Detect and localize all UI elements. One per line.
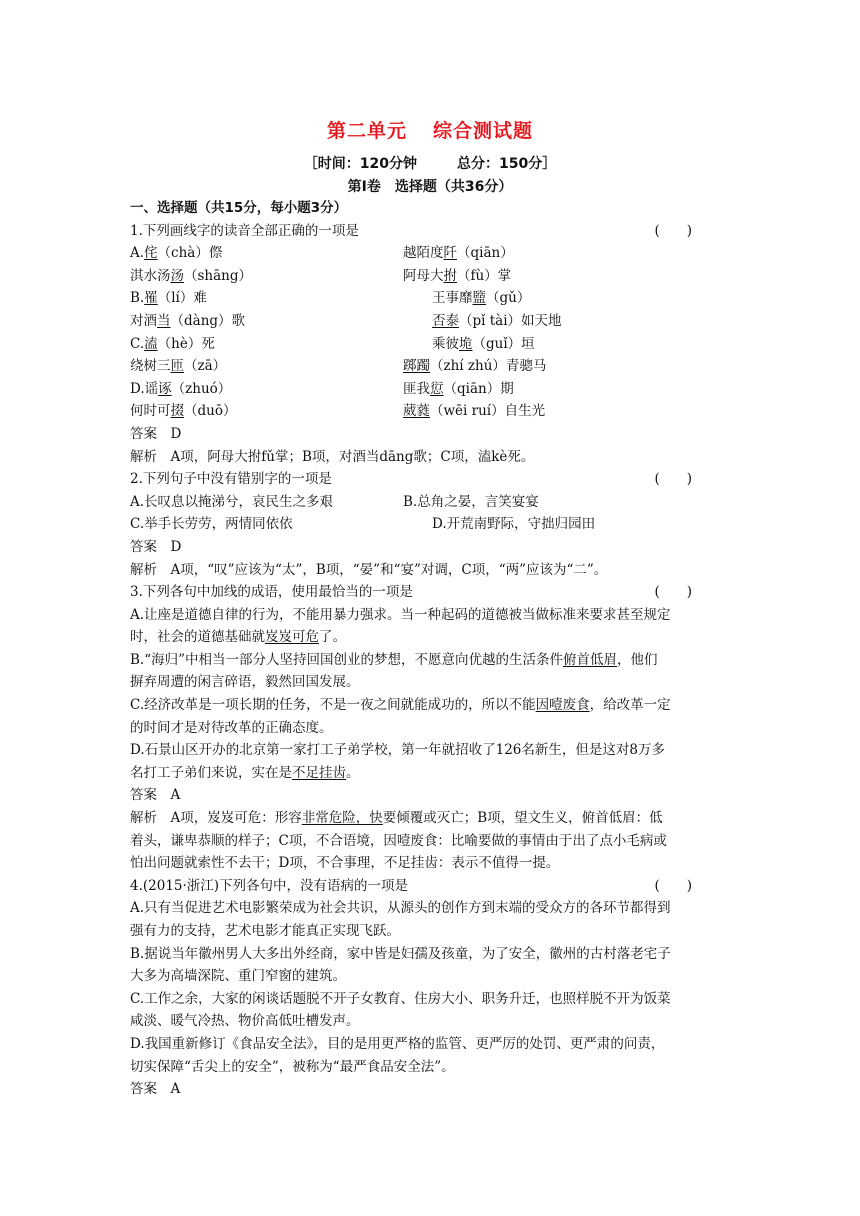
q1-option-row: C.溘（hè）死 乘彼垝（guǐ）垣 bbox=[130, 335, 535, 352]
underlined-char: 罹 bbox=[144, 290, 158, 307]
q3-analysis: 解析 A项，岌岌可危：形容非常危险，快要倾覆或灭亡；B项，望文生义，俯首低眉：低 bbox=[130, 810, 663, 827]
q1-option-row: B.罹（lí）难 王事靡盬（gǔ） bbox=[130, 290, 531, 307]
question-2-stem: 2.下列句子中没有错别字的一项是 ( ) bbox=[130, 468, 732, 491]
q2-options-cd: C.举手长劳劳，两情同依依 D.开荒南野际，守拙归园田 bbox=[130, 516, 596, 533]
question-4-stem: 4.(2015·浙江)下列各句中，没有语病的一项是 ( ) bbox=[130, 875, 732, 898]
q3-option-c: C.经济改革是一项长期的任务，不是一夜之间就能成功的，所以不能因噎废食，给改革一定 bbox=[130, 697, 671, 714]
underlined-char: 葳蕤 bbox=[403, 403, 430, 420]
q1-option-row: 何时可掇（duō） 葳蕤（wēi ruí）自生光 bbox=[130, 403, 546, 420]
q4-answer: 答案 A bbox=[130, 1081, 181, 1098]
exam-score: 总分：150分］ bbox=[457, 156, 557, 172]
q2-analysis: 解析 A项，“叹”应该为“太”，B项，“晏”和“宴”对调，C项，“两”应该为“二”。 bbox=[130, 561, 608, 578]
underlined-char: 踯躅 bbox=[403, 358, 430, 375]
title-test: 综合测试题 bbox=[433, 120, 534, 142]
q3-analysis-cont: 怕出问题就索性不去干；D项，不合事理，不足挂齿：表示不值得一提。 bbox=[130, 855, 560, 872]
q1-option-row: 对酒当（dàng）歌 否泰（pǐ tài）如天地 bbox=[130, 312, 562, 329]
underlined-char: 拊 bbox=[443, 267, 457, 284]
answer-blank: ( ) bbox=[654, 471, 692, 488]
q3-option-b-cont: 摒弃周遭的闲言碎语，毅然回国发展。 bbox=[130, 674, 360, 691]
underlined-char: 侘 bbox=[144, 245, 158, 262]
q1-option-row: A.侘（chà）傺 越陌度阡（qiān） bbox=[130, 245, 514, 262]
underlined-char: 溘 bbox=[144, 335, 158, 352]
q1-option-row: D.谣诼（zhuó） 匪我愆（qiān）期 bbox=[130, 380, 514, 397]
question-1-stem: 1.下列画线字的读音全部正确的一项是 ( ) bbox=[130, 220, 732, 243]
q3-option-a-cont: 时，社会的道德基础就岌岌可危了。 bbox=[130, 629, 346, 646]
q3-option-b: B.“海归”中相当一部分人坚持回国创业的梦想，不愿意向优越的生活条件俯首低眉，他们 bbox=[130, 651, 658, 668]
volume-desc: 选择题（共36分） bbox=[394, 179, 513, 195]
underlined-idiom: 岌岌可危 bbox=[265, 629, 319, 646]
q2-answer: 答案 D bbox=[130, 538, 182, 555]
answer-blank: ( ) bbox=[654, 222, 692, 239]
q3-analysis-cont: 着头，谦卑恭顺的样子；C项，不合语境，因噎废食：比喻要做的事情由于出了点小毛病或 bbox=[130, 832, 667, 849]
q3-answer: 答案 A bbox=[130, 787, 181, 804]
q1-analysis: 解析 A项，阿母大拊fǔ掌；B项，对酒当dāng歌；C项，溘kè死。 bbox=[130, 448, 535, 465]
exam-meta bbox=[0, 153, 860, 173]
answer-blank: ( ) bbox=[654, 877, 692, 894]
section-heading: 一、选择题（共15分，每小题3分） bbox=[130, 200, 348, 216]
q4-option-b: B.据说当年徽州男人大多出外经商，家中皆是妇孺及孩童，为了安全，徽州的古村落老宅子 bbox=[130, 945, 671, 962]
underlined-char: 汤 bbox=[170, 267, 184, 284]
q1-option-row: 淇水汤汤（shāng） 阿母大拊（fù）掌 bbox=[130, 267, 512, 284]
q4-option-a: A.只有当促进艺术电影繁荣成为社会共识，从源头的创作方到末端的受众方的各环节都得到 bbox=[130, 900, 671, 917]
page-title bbox=[0, 116, 860, 143]
underlined-char: 当 bbox=[157, 312, 171, 329]
title-unit: 第二单元 bbox=[326, 120, 407, 142]
question-3-stem: 3.下列各句中加线的成语，使用最恰当的一项是 ( ) bbox=[130, 581, 732, 604]
underlined-char: 阡 bbox=[443, 245, 457, 262]
q4-option-d: D.我国重新修订《食品安全法》，目的是用更严格的监管、更严厉的处罚、更严肃的问责， bbox=[130, 1035, 665, 1052]
underlined-char: 垝 bbox=[459, 335, 473, 352]
q3-option-d: D.石景山区开办的北京第一家打工子弟学校，第一年就招收了126名新生，但是这对8万多 bbox=[130, 742, 665, 759]
underlined-char: 匝 bbox=[170, 358, 184, 375]
q3-option-d-cont: 名打工子弟们来说，实在是不足挂齿。 bbox=[130, 764, 360, 781]
underlined-idiom: 不足挂齿 bbox=[292, 764, 346, 781]
q3-option-c-cont: 的时间才是对待改革的正确态度。 bbox=[130, 719, 333, 736]
q1-option-row: 绕树三匝（zā） 踯躅（zhí zhú）青骢马 bbox=[130, 358, 547, 375]
exam-content bbox=[130, 197, 732, 1101]
underlined-idiom: 俯首低眉 bbox=[563, 651, 618, 668]
q1-answer: 答案 D bbox=[130, 425, 182, 442]
underlined-char: 盬 bbox=[472, 290, 486, 307]
underlined-idiom: 因噎废食 bbox=[535, 697, 590, 714]
exam-time: ［时间：120分钟 bbox=[303, 156, 417, 172]
underlined-char: 愆 bbox=[430, 380, 444, 397]
underlined-char: 掇 bbox=[170, 403, 184, 420]
q4-option-c-cont: 咸淡、暖气冷热、物价高低吐槽发声。 bbox=[130, 1013, 360, 1030]
q4-option-a-cont: 强有力的支持，艺术电影才能真正实现飞跃。 bbox=[130, 923, 400, 939]
volume-label: 第Ⅰ卷 bbox=[347, 179, 381, 195]
q2-options-ab: A.长叹息以掩涕兮，哀民生之多艰 B.总角之晏，言笑宴宴 bbox=[130, 493, 539, 510]
volume-heading bbox=[0, 176, 860, 196]
underlined-char: 否泰 bbox=[432, 312, 459, 329]
q4-option-b-cont: 大多为高墙深院、重门窄窗的建筑。 bbox=[130, 968, 346, 985]
underlined-phrase: 非常危险，快 bbox=[301, 810, 383, 827]
q4-option-d-cont: 切实保障“舌尖上的安全”，被称为“最严食品安全法”。 bbox=[130, 1058, 455, 1075]
answer-blank: ( ) bbox=[654, 584, 692, 601]
q3-option-a: A.让座是道德自律的行为，不能用暴力强求。当一种起码的道德被当做标准来要求甚至规定 bbox=[130, 606, 671, 623]
q4-option-c: C.工作之余，大家的闲谈话题脱不开子女教育、住房大小、职务升迁，也照样脱不开为饭菜 bbox=[130, 990, 671, 1007]
underlined-char: 诼 bbox=[158, 380, 172, 397]
